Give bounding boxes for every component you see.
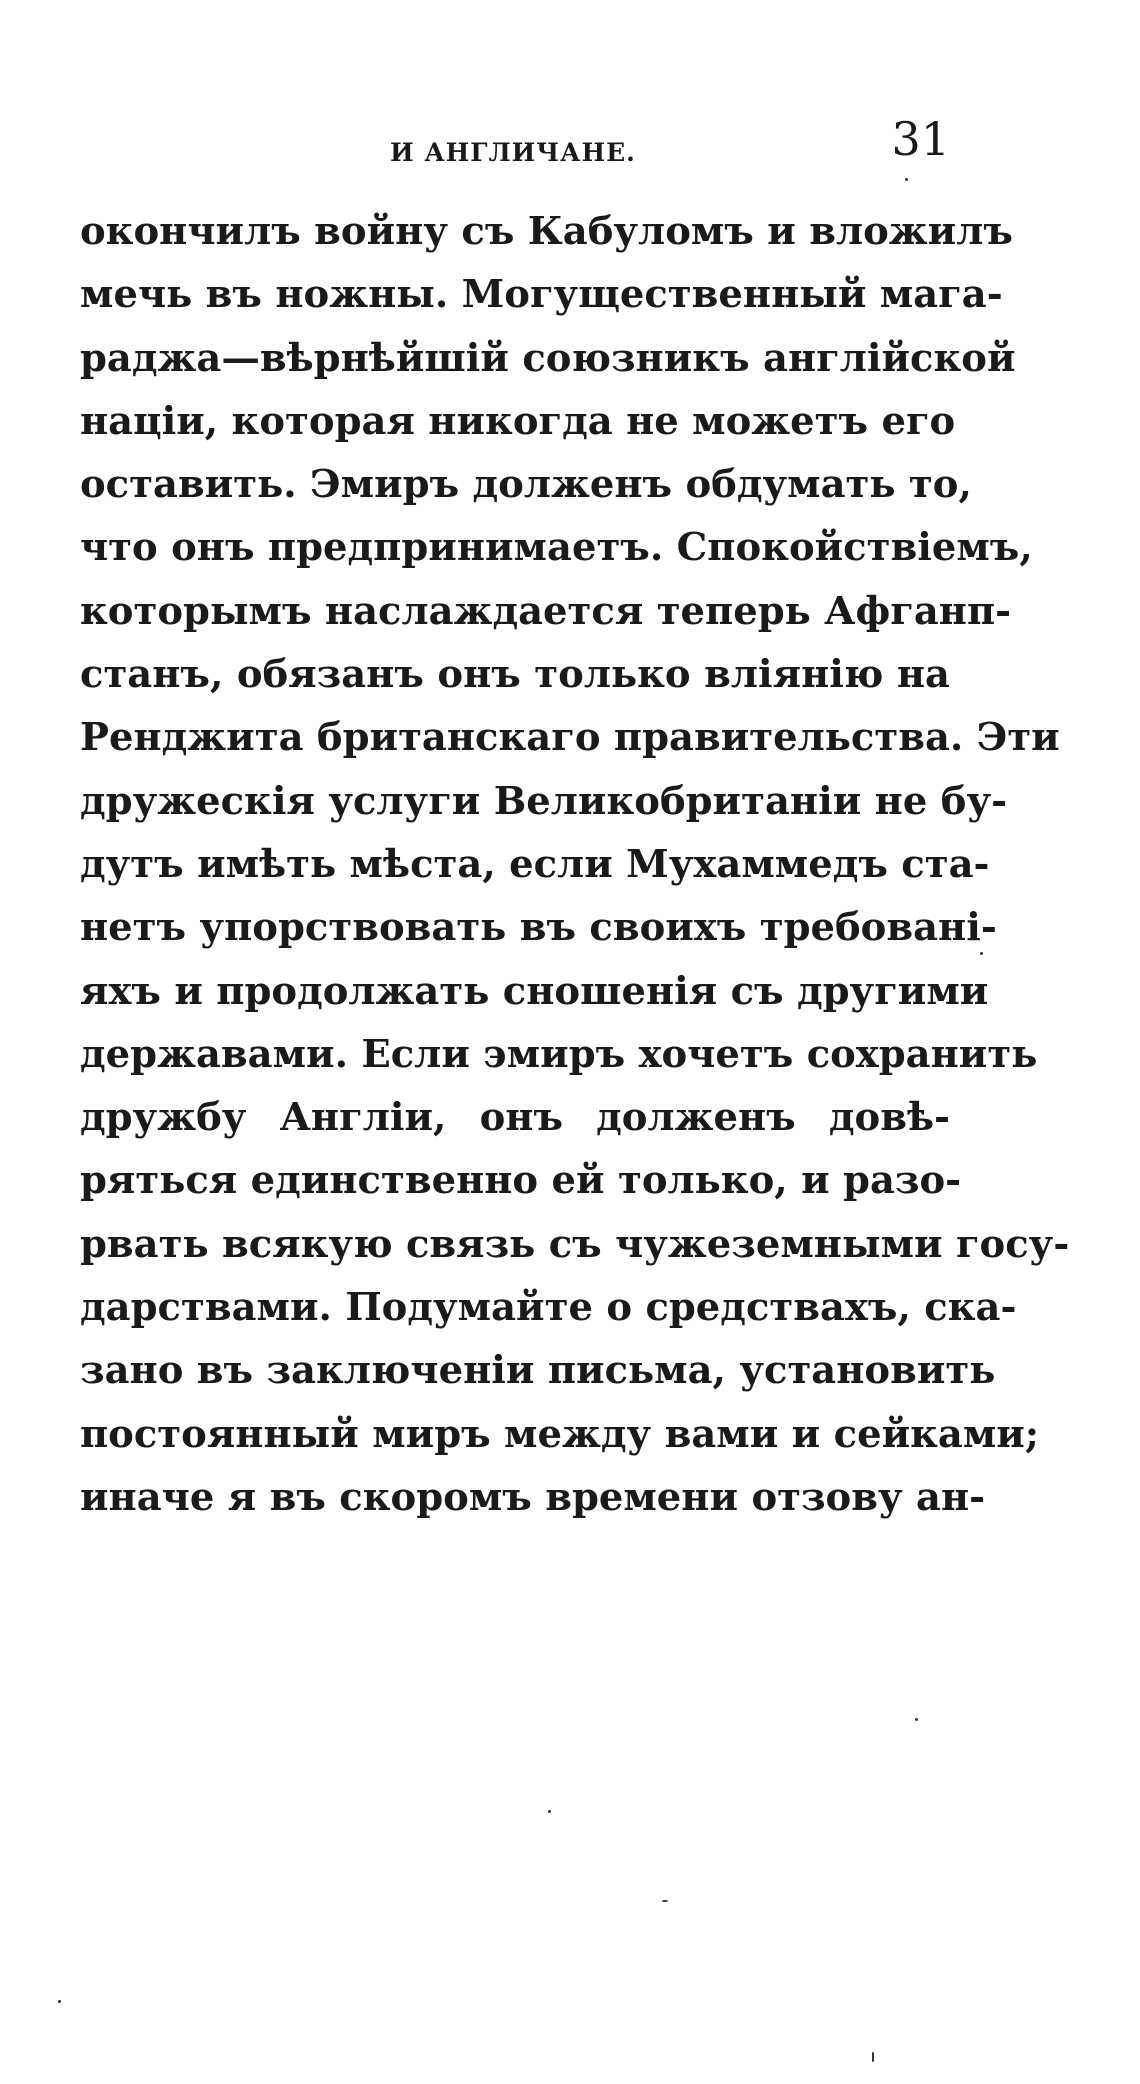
scan-speck: [905, 178, 908, 181]
text-line: дарствами. Подумайте о средствахъ, ска-: [80, 1285, 1017, 1331]
body-text: [80, 200, 1070, 1529]
text-line: дружбу Англіи, онъ долженъ довѣ-: [80, 1095, 950, 1141]
running-head: И АНГЛИЧАНЕ.: [390, 138, 636, 167]
text-line: націи, которая никогда не можетъ его: [80, 398, 956, 444]
text-line: Pенджита британскаго правительства. Эти: [80, 715, 1060, 761]
text-line: окончилъ войну съ Кабуломъ и вложилъ: [80, 209, 1013, 254]
text-line: дутъ имѣть мѣста, если Мухаммедъ ста-: [80, 841, 990, 887]
text-line: нетъ упорствовать въ своихъ требованi-: [80, 905, 997, 951]
text-line: рвать всякую связь съ чужеземными госу-: [80, 1221, 1070, 1267]
text-line: станъ, обязанъ онъ только вліянію на: [80, 652, 950, 698]
scan-speck: [980, 952, 983, 955]
text-line: раджа—вѣрнѣйшій союзникъ англійской: [80, 335, 1016, 381]
text-line: мечь въ ножны. Могущественный мага-: [80, 272, 1003, 318]
text-line: яхъ и продолжать сношенія съ другими: [80, 968, 989, 1014]
page-number: 31: [891, 112, 950, 166]
text-line: постоянный миръ между вами и сейками;: [80, 1411, 1040, 1457]
text-line: дружескія услуги Великобританіи не бу-: [80, 778, 1008, 824]
scan-speck: [872, 2052, 874, 2062]
text-line: ряться единственно ей только, и разо-: [80, 1158, 962, 1204]
text-line: которымъ наслаждается теперь Афганп-: [80, 588, 1012, 634]
text-line: оставить. Эмиръ долженъ обдумать то,: [80, 462, 972, 508]
scan-speck: [662, 1900, 668, 1902]
text-line: иначе я въ скоромъ времени отзову ан-: [80, 1474, 986, 1520]
page-header: [80, 112, 950, 172]
scan-speck: [915, 1718, 918, 1721]
text-line: зано въ заключеніи письма, установить: [80, 1348, 996, 1394]
text-line: что онъ предпринимаетъ. Спокойствіемъ,: [80, 525, 1033, 571]
text-line: державами. Если эмиръ хочетъ сохранить: [80, 1031, 1038, 1077]
scan-speck: [548, 1810, 551, 1813]
scan-speck: [58, 2000, 61, 2003]
